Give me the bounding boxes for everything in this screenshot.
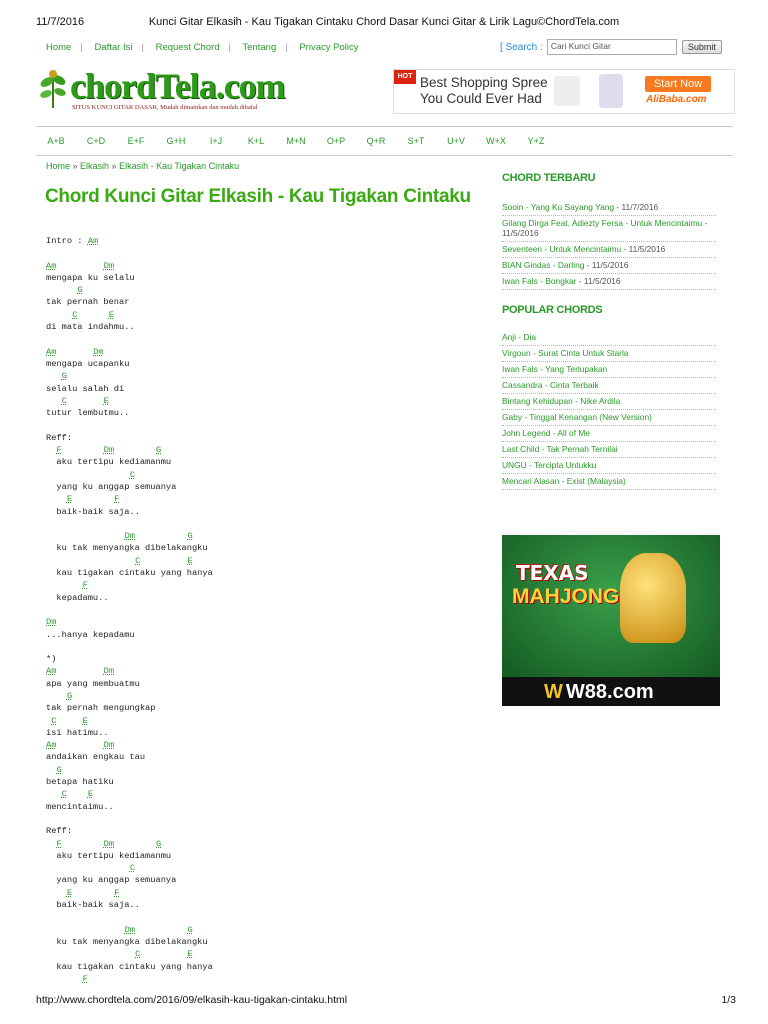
lyric-line [46, 653, 486, 665]
banner-line-1: TEXAS [516, 561, 589, 585]
chord-line [46, 444, 486, 456]
chord-terbaru-item[interactable] [502, 258, 716, 274]
chord-link[interactable]: E [108, 309, 115, 320]
lyric-text: Reff: [46, 826, 73, 837]
lyric-text: ku tak menyangka dibelakangku [46, 543, 208, 554]
lyric-line [46, 567, 486, 579]
ad-line-2: You Could Ever Had [420, 91, 542, 106]
lyric-line [46, 825, 486, 837]
lyric-line [46, 432, 486, 444]
chord-link[interactable]: C [129, 863, 136, 874]
chord-line [46, 493, 486, 505]
item-label[interactable]: Iwan Fals - Bongkar [502, 276, 577, 286]
chord-link[interactable]: C [51, 715, 57, 726]
item-date: - 11/7/2016 [614, 202, 659, 212]
print-page-number: 1/3 [721, 994, 736, 1006]
chord-line [46, 764, 486, 776]
chord-terbaru-item[interactable] [502, 200, 716, 216]
search-bar [500, 39, 722, 55]
lyric-text: aku tertipu kediamanmu [46, 850, 172, 861]
lyric-text: mencintaimu.. [46, 801, 114, 812]
chord-link[interactable]: F [56, 445, 62, 456]
nav-daftar-isi[interactable]: Daftar Isi [94, 42, 133, 53]
alpha-link[interactable]: S+T [407, 136, 425, 146]
lyric-line [46, 506, 486, 518]
lyric-text: aku tertipu kediamanmu [46, 457, 172, 468]
chord-terbaru-list [502, 200, 716, 290]
lyric-line [46, 751, 486, 763]
chord-line [46, 346, 486, 358]
chord-line [46, 579, 486, 591]
chord-terbaru-item[interactable] [502, 216, 716, 242]
chord-link[interactable]: C [135, 555, 141, 566]
popular-chord-item[interactable]: Last Child - Tak Pernah Ternilai [502, 442, 716, 458]
lyric-text: tak pernah mengungkap [46, 703, 156, 714]
popular-chords-heading: POPULAR CHORDS [502, 304, 603, 316]
chord-terbaru-heading: CHORD TERBARU [502, 172, 596, 184]
lyric-line [46, 383, 486, 395]
nav-home[interactable]: Home [46, 42, 72, 53]
lyric-text: mengapa ucapanku [46, 358, 130, 369]
lyric-text: baik-baik saja.. [46, 900, 140, 911]
lyric-line [46, 272, 486, 284]
lyric-text: kau tigakan cintaku yang hanya [46, 961, 213, 972]
chord-link[interactable]: G [61, 371, 67, 382]
lyric-line [46, 776, 486, 788]
chord-line [46, 924, 486, 936]
lyric-line [46, 419, 486, 431]
lyric-text: di mata indahmu.. [46, 322, 135, 333]
ad-hot-badge: HOT [394, 70, 416, 84]
chord-line [46, 973, 486, 985]
chord-link[interactable]: Dm [124, 531, 136, 542]
item-date: - 11/5/2016 [621, 244, 666, 254]
chord-link[interactable]: Am [46, 666, 57, 677]
chord-link[interactable]: Dm [103, 666, 115, 677]
lyric-line [46, 604, 486, 616]
logo-tagline: SITUS KUNCI GITAR DASAR, Mudah dimainkan dan mudah dihafal [72, 104, 258, 111]
alpha-link[interactable]: C+D [86, 136, 106, 146]
chord-lyrics [46, 235, 486, 985]
alpha-link[interactable]: G+H [166, 136, 186, 146]
lyric-line [46, 936, 486, 948]
search-label: [ Search : [500, 41, 543, 53]
lyric-text: yang ku anggap semuanya [46, 481, 177, 492]
sidebar [502, 172, 716, 490]
chord-line [46, 370, 486, 382]
alpha-link[interactable]: U+V [447, 136, 465, 146]
submit-button[interactable]: Submit [682, 40, 722, 54]
item-date: - 11/5/2016 [502, 218, 708, 238]
chord-line [46, 395, 486, 407]
lyric-text: Intro : [46, 236, 88, 246]
nav-request-chord[interactable]: Request Chord [155, 42, 220, 53]
lyric-text: kau tigakan cintaku yang hanya [46, 568, 213, 579]
print-url: http://www.chordtela.com/2016/09/elkasih-kau-tigakan-cintaku.html [36, 994, 348, 1006]
popular-chord-item[interactable]: Iwan Fals - Yang Terlupakan [502, 362, 716, 378]
site-logo[interactable] [38, 66, 298, 114]
item-label[interactable]: Sooin - Yang Ku Sayang Yang [502, 202, 615, 212]
lyric-line [46, 874, 486, 886]
chord-link[interactable]: F [82, 973, 88, 984]
lyric-line [46, 899, 486, 911]
lyric-line [46, 813, 486, 825]
chord-link[interactable]: C [135, 949, 141, 960]
shopping-ad[interactable] [393, 69, 735, 114]
alpha-link[interactable]: M+N [286, 136, 306, 146]
chord-link[interactable]: E [87, 789, 94, 800]
chord-line [46, 235, 486, 247]
chord-link[interactable]: E [187, 555, 193, 566]
print-title: Kunci Gitar Elkasih - Kau Tigakan Cintaku Chord Dasar Kunci Gitar & Lirik Lagu©ChordTela.com [148, 16, 620, 28]
lyric-text: baik-baik saja.. [46, 506, 140, 517]
chord-link[interactable]: G [187, 924, 193, 935]
lyric-line [46, 961, 486, 973]
lyric-text: yang ku anggap semuanya [46, 875, 177, 886]
chord-terbaru-item[interactable] [502, 242, 716, 258]
alpha-link[interactable]: E+F [127, 136, 145, 146]
lyric-text: selalu salah di [46, 383, 125, 394]
lyric-line [46, 727, 486, 739]
chord-link[interactable]: E [66, 494, 73, 505]
chord-link[interactable]: Am [46, 740, 57, 751]
popular-chord-item[interactable]: UNGU - Tercipta Untukku [502, 458, 716, 474]
lyric-line [46, 296, 486, 308]
alpha-link[interactable]: Y+Z [527, 136, 545, 146]
lyric-text: apa yang membuatmu [46, 678, 140, 689]
popular-chord-item[interactable]: Mencari Alasan - Exist (Malaysia) [502, 474, 716, 490]
chord-link[interactable]: Am [46, 260, 57, 271]
lyric-text: Reff: [46, 432, 73, 443]
chord-link[interactable]: G [156, 838, 162, 849]
page-title: Chord Kunci Gitar Elkasih - Kau Tigakan Cintaku [45, 186, 471, 207]
chord-link[interactable]: E [82, 715, 88, 726]
chord-line [46, 862, 486, 874]
ad-brand: AliBaba.com [646, 94, 707, 105]
chord-link[interactable]: Dm [93, 346, 104, 357]
chord-link[interactable]: F [56, 838, 62, 849]
chord-link[interactable]: F [82, 580, 88, 591]
lyric-text: *) [46, 654, 57, 665]
breadcrumb: Home » Elkasih » Elkasih - Kau Tigakan Cintaku [46, 161, 240, 171]
chord-link[interactable]: G [66, 690, 73, 701]
alpha-link[interactable]: W+X [486, 136, 506, 146]
lyric-line [46, 592, 486, 604]
popular-chords-list [502, 330, 716, 490]
lyric-line [46, 911, 486, 923]
item-label[interactable]: Seventeen - Untuk Mencintaimu [502, 244, 622, 254]
chord-line [46, 555, 486, 567]
chord-link[interactable]: Dm [103, 740, 115, 751]
popular-chord-item[interactable]: Gaby - Tinggal Kenangan (New Version) [502, 410, 716, 426]
ad-text [420, 75, 548, 107]
chord-line [46, 887, 486, 899]
w88-logo-icon: W [544, 681, 563, 703]
popular-chord-item[interactable]: Virgoun - Surat Cinta Untuk Starla [502, 346, 716, 362]
nav-tentang[interactable]: Tentang [242, 42, 277, 53]
alpha-link[interactable]: A+B [47, 136, 65, 146]
chord-link[interactable]: E [103, 395, 109, 406]
popular-chord-item[interactable]: John Legend - All of Me [502, 426, 716, 442]
lyric-line [46, 247, 486, 259]
chord-link[interactable]: C [129, 469, 136, 480]
chord-link[interactable]: G [187, 531, 193, 542]
popular-chord-item[interactable]: Bintang Kehidupan - Nike Ardila [502, 394, 716, 410]
crumb-song[interactable]: Elkasih - Kau Tigakan Cintaku [119, 161, 240, 171]
chord-link[interactable]: G [156, 445, 162, 456]
lyric-line [46, 702, 486, 714]
chord-link[interactable]: G [77, 285, 83, 296]
chord-link[interactable]: Am [46, 346, 57, 357]
lyric-text: betapa hatiku [46, 777, 114, 788]
chord-line [46, 309, 486, 321]
chord-line [46, 665, 486, 677]
lyric-text: tak pernah benar [46, 297, 130, 308]
lyric-line [46, 481, 486, 493]
chord-link[interactable]: G [56, 764, 62, 775]
chord-link[interactable]: Dm [103, 260, 115, 271]
lyric-line [46, 850, 486, 862]
banner-brand-text: W88.com [565, 681, 654, 703]
chord-link[interactable]: Am [87, 236, 99, 246]
chord-line [46, 260, 486, 272]
chord-line [46, 948, 486, 960]
alpha-link[interactable]: K+L [247, 136, 265, 146]
lyric-line [46, 407, 486, 419]
crumb-home[interactable]: Home [46, 161, 71, 171]
chord-line [46, 284, 486, 296]
trophy-icon [620, 553, 686, 643]
chord-line [46, 530, 486, 542]
print-date: 11/7/2016 [36, 16, 85, 28]
lyric-line [46, 456, 486, 468]
lyric-text: isi hatimu.. [46, 727, 109, 738]
chord-terbaru-item[interactable] [502, 274, 716, 290]
ad-phone-image [599, 74, 623, 108]
lyric-line [46, 641, 486, 653]
chord-line [46, 690, 486, 702]
lyric-text: tutur lembutmu.. [46, 408, 130, 419]
chord-link[interactable]: Dm [46, 617, 57, 628]
lyric-line [46, 801, 486, 813]
item-date: - 11/5/2016 [584, 260, 629, 270]
chord-link[interactable]: Dm [103, 445, 115, 456]
alpha-link[interactable]: Q+R [366, 136, 386, 146]
alpha-link[interactable]: I+J [209, 136, 223, 146]
chord-link[interactable]: Dm [103, 838, 115, 849]
lyric-line [46, 321, 486, 333]
ad-line-1: Best Shopping Spree [420, 75, 548, 90]
popular-chord-item[interactable]: Cassandra - Cinta Terbaik [502, 378, 716, 394]
alphabet-nav [36, 126, 733, 156]
nav-privacy-policy[interactable]: Privacy Policy [299, 42, 359, 53]
lyric-text: andaikan engkau tau [46, 752, 146, 763]
chord-link[interactable]: E [66, 887, 73, 898]
item-date: - 11/5/2016 [576, 276, 621, 286]
ad-product-image [554, 76, 580, 106]
alpha-link[interactable]: O+P [326, 136, 346, 146]
lyric-text: mengapa ku selalu [46, 272, 135, 283]
w88-banner-ad[interactable] [502, 535, 720, 706]
chord-link[interactable]: Dm [124, 924, 136, 935]
chord-link[interactable]: E [187, 949, 193, 960]
popular-chord-item[interactable]: Anji - Dia [502, 330, 716, 346]
lyric-line [46, 518, 486, 530]
ad-start-button[interactable]: Start Now [645, 76, 711, 92]
chord-line [46, 715, 486, 727]
chord-line [46, 739, 486, 751]
lyric-line [46, 542, 486, 554]
search-input[interactable]: Cari Kunci Gitar [547, 39, 677, 55]
banner-brand [544, 681, 654, 704]
lyric-line [46, 678, 486, 690]
plant-logo-icon [38, 68, 68, 108]
lyric-line [46, 358, 486, 370]
banner-line-2: MAHJONG [512, 585, 620, 608]
chord-link[interactable]: C [61, 395, 67, 406]
chord-link[interactable]: F [114, 494, 120, 505]
lyric-line [46, 333, 486, 345]
item-label[interactable]: Gilang Dirga Feat. Adiezty Fersa - Untuk Mencintaimu [502, 218, 703, 228]
lyric-line [46, 629, 486, 641]
top-nav: Home | Daftar Isi | Request Chord | Tentang | Privacy Policy [46, 42, 359, 53]
chord-link[interactable]: C [72, 309, 78, 320]
chord-link[interactable]: F [114, 887, 120, 898]
chord-line [46, 838, 486, 850]
chord-link[interactable]: C [61, 789, 67, 800]
item-label[interactable]: BIAN Gindas - Darling [502, 260, 585, 270]
logo-name: chordTela.com [70, 66, 285, 106]
lyric-text: kepadamu.. [46, 592, 109, 603]
chord-line [46, 616, 486, 628]
lyric-text: ...hanya kepadamu [46, 629, 135, 640]
crumb-artist[interactable]: Elkasih [80, 161, 110, 171]
chord-line [46, 788, 486, 800]
chord-line [46, 469, 486, 481]
lyric-text: ku tak menyangka dibelakangku [46, 936, 208, 947]
